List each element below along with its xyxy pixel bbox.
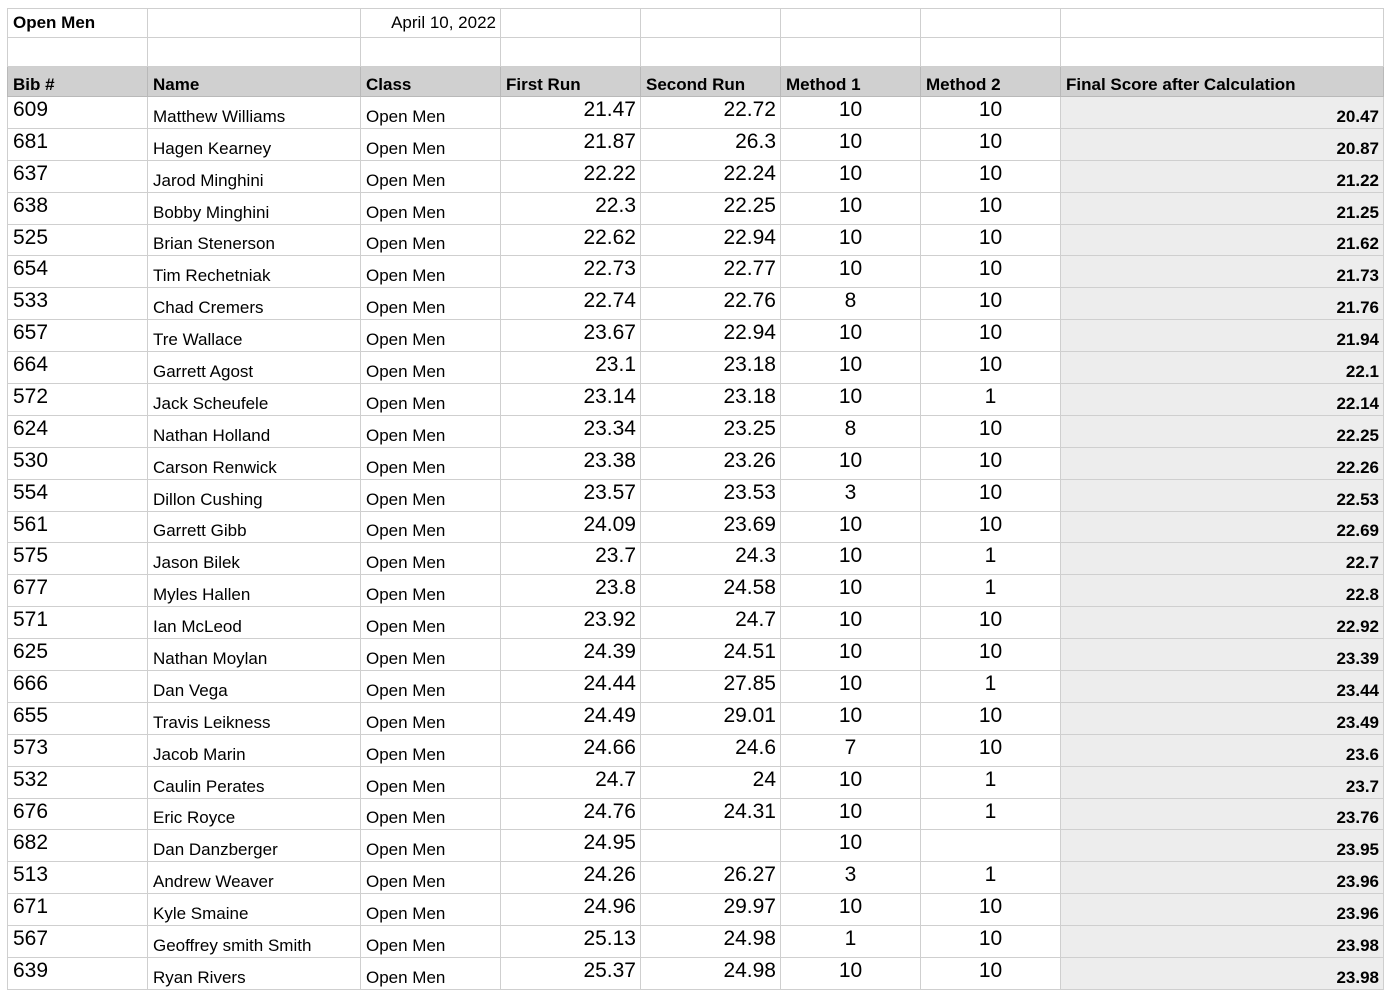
header-final-score[interactable]: Final Score after Calculation — [1061, 67, 1384, 97]
method-1-cell[interactable]: 10 — [781, 160, 921, 192]
first-run-cell[interactable]: 24.49 — [501, 702, 641, 734]
bib-cell[interactable]: 638 — [8, 192, 148, 224]
table-row — [8, 128, 1384, 160]
name-cell[interactable]: Bobby Minghini — [148, 192, 361, 224]
name-cell[interactable]: Caulin Perates — [148, 766, 361, 798]
first-run-cell[interactable]: 24.09 — [501, 511, 641, 543]
method-2-cell[interactable]: 10 — [921, 447, 1061, 479]
class-cell[interactable]: Open Men — [361, 128, 501, 160]
final-score-cell[interactable]: 23.96 — [1061, 862, 1384, 894]
table-row — [8, 511, 1384, 543]
final-score-cell[interactable]: 23.44 — [1061, 671, 1384, 703]
method-2-cell[interactable]: 10 — [921, 128, 1061, 160]
table-row — [8, 575, 1384, 607]
method-1-cell[interactable]: 10 — [781, 639, 921, 671]
name-cell[interactable]: Eric Royce — [148, 798, 361, 830]
table-row — [8, 830, 1384, 862]
second-run-cell[interactable]: 24.3 — [641, 543, 781, 575]
first-run-cell[interactable]: 25.37 — [501, 958, 641, 990]
empty-cell[interactable] — [781, 38, 921, 67]
name-cell[interactable]: Matthew Williams — [148, 97, 361, 129]
final-score-cell[interactable]: 21.73 — [1061, 256, 1384, 288]
method-2-cell[interactable]: 1 — [921, 862, 1061, 894]
method-1-cell[interactable]: 10 — [781, 575, 921, 607]
first-run-cell[interactable]: 24.76 — [501, 798, 641, 830]
first-run-cell[interactable]: 24.96 — [501, 894, 641, 926]
header-bib[interactable]: Bib # — [8, 67, 148, 97]
bib-cell[interactable]: 671 — [8, 894, 148, 926]
header-class[interactable]: Class — [361, 67, 501, 97]
bib-cell[interactable]: 554 — [8, 479, 148, 511]
method-1-cell[interactable]: 10 — [781, 671, 921, 703]
final-score-cell[interactable]: 23.39 — [1061, 639, 1384, 671]
sheet-title[interactable]: Open Men — [8, 9, 148, 38]
method-1-cell[interactable]: 1 — [781, 926, 921, 958]
first-run-cell[interactable]: 23.8 — [501, 575, 641, 607]
first-run-cell[interactable]: 23.7 — [501, 543, 641, 575]
class-cell[interactable]: Open Men — [361, 384, 501, 416]
second-run-cell[interactable]: 23.18 — [641, 384, 781, 416]
method-2-cell[interactable]: 10 — [921, 479, 1061, 511]
bib-cell[interactable]: 609 — [8, 97, 148, 129]
blank-row — [8, 38, 1384, 67]
results-table — [7, 8, 1384, 990]
first-run-cell[interactable]: 24.7 — [501, 766, 641, 798]
final-score-cell[interactable]: 23.96 — [1061, 894, 1384, 926]
empty-cell[interactable] — [501, 9, 641, 38]
name-cell[interactable]: Dan Vega — [148, 671, 361, 703]
final-score-cell[interactable]: 20.87 — [1061, 128, 1384, 160]
first-run-cell[interactable]: 24.66 — [501, 734, 641, 766]
second-run-cell[interactable]: 24.7 — [641, 607, 781, 639]
first-run-cell[interactable]: 23.92 — [501, 607, 641, 639]
first-run-cell[interactable]: 23.1 — [501, 352, 641, 384]
second-run-cell[interactable]: 26.3 — [641, 128, 781, 160]
method-1-cell[interactable]: 10 — [781, 830, 921, 862]
table-row — [8, 447, 1384, 479]
name-cell[interactable]: Nathan Moylan — [148, 639, 361, 671]
first-run-cell[interactable]: 22.62 — [501, 224, 641, 256]
table-row — [8, 288, 1384, 320]
name-cell[interactable]: Chad Cremers — [148, 288, 361, 320]
second-run-cell[interactable]: 22.77 — [641, 256, 781, 288]
method-2-cell[interactable]: 10 — [921, 926, 1061, 958]
second-run-cell[interactable]: 23.18 — [641, 352, 781, 384]
second-run-cell[interactable]: 27.85 — [641, 671, 781, 703]
empty-cell[interactable] — [641, 9, 781, 38]
class-cell[interactable]: Open Men — [361, 415, 501, 447]
second-run-cell[interactable]: 24.31 — [641, 798, 781, 830]
second-run-cell[interactable]: 22.94 — [641, 320, 781, 352]
class-cell[interactable]: Open Men — [361, 926, 501, 958]
name-cell[interactable]: Kyle Smaine — [148, 894, 361, 926]
final-score-cell[interactable]: 20.47 — [1061, 97, 1384, 129]
method-2-cell[interactable]: 1 — [921, 575, 1061, 607]
method-2-cell[interactable]: 10 — [921, 320, 1061, 352]
header-name[interactable]: Name — [148, 67, 361, 97]
method-1-cell[interactable]: 3 — [781, 862, 921, 894]
table-row — [8, 894, 1384, 926]
final-score-cell[interactable]: 22.53 — [1061, 479, 1384, 511]
name-cell[interactable]: Jacob Marin — [148, 734, 361, 766]
method-1-cell[interactable]: 10 — [781, 128, 921, 160]
final-score-cell[interactable]: 21.76 — [1061, 288, 1384, 320]
method-2-cell[interactable]: 10 — [921, 415, 1061, 447]
class-cell[interactable]: Open Men — [361, 320, 501, 352]
table-row — [8, 639, 1384, 671]
bib-cell[interactable]: 624 — [8, 415, 148, 447]
table-row — [8, 862, 1384, 894]
final-score-cell[interactable]: 22.26 — [1061, 447, 1384, 479]
title-row — [8, 9, 1384, 38]
class-cell[interactable]: Open Men — [361, 224, 501, 256]
table-row — [8, 734, 1384, 766]
class-cell[interactable]: Open Men — [361, 798, 501, 830]
bib-cell[interactable]: 530 — [8, 447, 148, 479]
first-run-cell[interactable]: 21.47 — [501, 97, 641, 129]
second-run-cell[interactable]: 22.94 — [641, 224, 781, 256]
class-cell[interactable]: Open Men — [361, 830, 501, 862]
method-1-cell[interactable]: 10 — [781, 543, 921, 575]
table-row — [8, 798, 1384, 830]
bib-cell[interactable]: 639 — [8, 958, 148, 990]
bib-cell[interactable]: 573 — [8, 734, 148, 766]
method-2-cell[interactable]: 1 — [921, 798, 1061, 830]
class-cell[interactable]: Open Men — [361, 575, 501, 607]
bib-cell[interactable]: 533 — [8, 288, 148, 320]
bib-cell[interactable]: 572 — [8, 384, 148, 416]
bib-cell[interactable]: 654 — [8, 256, 148, 288]
first-run-cell[interactable]: 24.26 — [501, 862, 641, 894]
bib-cell[interactable]: 682 — [8, 830, 148, 862]
table-row — [8, 415, 1384, 447]
class-cell[interactable]: Open Men — [361, 192, 501, 224]
bib-cell[interactable]: 561 — [8, 511, 148, 543]
first-run-cell[interactable]: 24.39 — [501, 639, 641, 671]
table-row — [8, 256, 1384, 288]
method-1-cell[interactable]: 10 — [781, 192, 921, 224]
table-row — [8, 607, 1384, 639]
name-cell[interactable]: Andrew Weaver — [148, 862, 361, 894]
second-run-cell[interactable]: 29.01 — [641, 702, 781, 734]
name-cell[interactable]: Dan Danzberger — [148, 830, 361, 862]
class-cell[interactable]: Open Men — [361, 862, 501, 894]
second-run-cell[interactable]: 24.98 — [641, 926, 781, 958]
bib-cell[interactable]: 655 — [8, 702, 148, 734]
final-score-cell[interactable]: 23.49 — [1061, 702, 1384, 734]
first-run-cell[interactable]: 23.67 — [501, 320, 641, 352]
first-run-cell[interactable]: 24.95 — [501, 830, 641, 862]
method-1-cell[interactable]: 10 — [781, 320, 921, 352]
bib-cell[interactable]: 637 — [8, 160, 148, 192]
sheet-date[interactable]: April 10, 2022 — [361, 9, 501, 38]
method-2-cell[interactable]: 1 — [921, 671, 1061, 703]
table-row — [8, 926, 1384, 958]
bib-cell[interactable]: 664 — [8, 352, 148, 384]
method-2-cell[interactable]: 10 — [921, 160, 1061, 192]
method-1-cell[interactable]: 10 — [781, 702, 921, 734]
class-cell[interactable]: Open Men — [361, 288, 501, 320]
class-cell[interactable]: Open Men — [361, 97, 501, 129]
final-score-cell[interactable]: 22.69 — [1061, 511, 1384, 543]
name-cell[interactable]: Jack Scheufele — [148, 384, 361, 416]
first-run-cell[interactable]: 22.73 — [501, 256, 641, 288]
second-run-cell[interactable]: 23.53 — [641, 479, 781, 511]
empty-cell[interactable] — [921, 9, 1061, 38]
method-2-cell[interactable]: 1 — [921, 766, 1061, 798]
method-1-cell[interactable]: 8 — [781, 288, 921, 320]
table-row — [8, 160, 1384, 192]
class-cell[interactable]: Open Men — [361, 671, 501, 703]
name-cell[interactable]: Tim Rechetniak — [148, 256, 361, 288]
name-cell[interactable]: Hagen Kearney — [148, 128, 361, 160]
first-run-cell[interactable]: 22.3 — [501, 192, 641, 224]
final-score-cell[interactable]: 23.7 — [1061, 766, 1384, 798]
table-row — [8, 671, 1384, 703]
method-1-cell[interactable]: 10 — [781, 798, 921, 830]
class-cell[interactable]: Open Men — [361, 447, 501, 479]
final-score-cell[interactable]: 21.25 — [1061, 192, 1384, 224]
class-cell[interactable]: Open Men — [361, 958, 501, 990]
table-row — [8, 97, 1384, 129]
first-run-cell[interactable]: 21.87 — [501, 128, 641, 160]
table-row — [8, 320, 1384, 352]
method-1-cell[interactable]: 7 — [781, 734, 921, 766]
second-run-cell[interactable]: 29.97 — [641, 894, 781, 926]
method-1-cell[interactable]: 10 — [781, 224, 921, 256]
name-cell[interactable]: Jarod Minghini — [148, 160, 361, 192]
second-run-cell[interactable]: 24.98 — [641, 958, 781, 990]
method-2-cell[interactable]: 10 — [921, 97, 1061, 129]
bib-cell[interactable]: 677 — [8, 575, 148, 607]
empty-cell[interactable] — [8, 38, 148, 67]
name-cell[interactable]: Ian McLeod — [148, 607, 361, 639]
method-1-cell[interactable]: 10 — [781, 384, 921, 416]
method-2-cell[interactable] — [921, 830, 1061, 862]
name-cell[interactable]: Ryan Rivers — [148, 958, 361, 990]
empty-cell[interactable] — [781, 9, 921, 38]
table-row — [8, 702, 1384, 734]
class-cell[interactable]: Open Men — [361, 511, 501, 543]
class-cell[interactable]: Open Men — [361, 639, 501, 671]
method-2-cell[interactable]: 10 — [921, 639, 1061, 671]
second-run-cell[interactable]: 26.27 — [641, 862, 781, 894]
bib-cell[interactable]: 525 — [8, 224, 148, 256]
second-run-cell[interactable]: 23.26 — [641, 447, 781, 479]
method-1-cell[interactable]: 10 — [781, 511, 921, 543]
first-run-cell[interactable]: 23.38 — [501, 447, 641, 479]
name-cell[interactable]: Myles Hallen — [148, 575, 361, 607]
second-run-cell[interactable]: 22.24 — [641, 160, 781, 192]
bib-cell[interactable]: 625 — [8, 639, 148, 671]
final-score-cell[interactable]: 22.14 — [1061, 384, 1384, 416]
table-row — [8, 766, 1384, 798]
spreadsheet — [7, 8, 1384, 990]
first-run-cell[interactable]: 23.14 — [501, 384, 641, 416]
name-cell[interactable]: Dillon Cushing — [148, 479, 361, 511]
method-2-cell[interactable]: 10 — [921, 702, 1061, 734]
final-score-cell[interactable]: 23.95 — [1061, 830, 1384, 862]
header-method-2[interactable]: Method 2 — [921, 67, 1061, 97]
header-method-1[interactable]: Method 1 — [781, 67, 921, 97]
method-1-cell[interactable]: 10 — [781, 256, 921, 288]
method-1-cell[interactable]: 10 — [781, 894, 921, 926]
bib-cell[interactable]: 532 — [8, 766, 148, 798]
final-score-cell[interactable]: 22.8 — [1061, 575, 1384, 607]
first-run-cell[interactable]: 25.13 — [501, 926, 641, 958]
empty-cell[interactable] — [148, 38, 361, 67]
empty-cell[interactable] — [501, 38, 641, 67]
class-cell[interactable]: Open Men — [361, 256, 501, 288]
bib-cell[interactable]: 567 — [8, 926, 148, 958]
method-2-cell[interactable]: 10 — [921, 288, 1061, 320]
class-cell[interactable]: Open Men — [361, 894, 501, 926]
method-2-cell[interactable]: 10 — [921, 607, 1061, 639]
first-run-cell[interactable]: 23.34 — [501, 415, 641, 447]
second-run-cell[interactable]: 24.6 — [641, 734, 781, 766]
name-cell[interactable]: Nathan Holland — [148, 415, 361, 447]
final-score-cell[interactable]: 23.76 — [1061, 798, 1384, 830]
class-cell[interactable]: Open Men — [361, 702, 501, 734]
final-score-cell[interactable]: 22.25 — [1061, 415, 1384, 447]
header-row — [8, 67, 1384, 97]
final-score-cell[interactable]: 21.22 — [1061, 160, 1384, 192]
second-run-cell[interactable]: 22.76 — [641, 288, 781, 320]
name-cell[interactable]: Garrett Gibb — [148, 511, 361, 543]
method-2-cell[interactable]: 10 — [921, 734, 1061, 766]
second-run-cell[interactable]: 24.51 — [641, 639, 781, 671]
bib-cell[interactable]: 657 — [8, 320, 148, 352]
first-run-cell[interactable]: 24.44 — [501, 671, 641, 703]
method-2-cell[interactable]: 10 — [921, 256, 1061, 288]
name-cell[interactable]: Carson Renwick — [148, 447, 361, 479]
bib-cell[interactable]: 575 — [8, 543, 148, 575]
bib-cell[interactable]: 681 — [8, 128, 148, 160]
name-cell[interactable]: Brian Stenerson — [148, 224, 361, 256]
class-cell[interactable]: Open Men — [361, 160, 501, 192]
empty-cell[interactable] — [1061, 38, 1384, 67]
final-score-cell[interactable]: 22.1 — [1061, 352, 1384, 384]
name-cell[interactable]: Geoffrey smith Smith — [148, 926, 361, 958]
method-1-cell[interactable]: 10 — [781, 447, 921, 479]
method-1-cell[interactable]: 10 — [781, 607, 921, 639]
empty-cell[interactable] — [361, 38, 501, 67]
class-cell[interactable]: Open Men — [361, 766, 501, 798]
class-cell[interactable]: Open Men — [361, 543, 501, 575]
second-run-cell[interactable]: 22.25 — [641, 192, 781, 224]
final-score-cell[interactable]: 23.6 — [1061, 734, 1384, 766]
empty-cell[interactable] — [1061, 9, 1384, 38]
table-row — [8, 224, 1384, 256]
method-2-cell[interactable]: 1 — [921, 543, 1061, 575]
method-2-cell[interactable]: 10 — [921, 352, 1061, 384]
table-row — [8, 958, 1384, 990]
method-2-cell[interactable]: 10 — [921, 192, 1061, 224]
name-cell[interactable]: Jason Bilek — [148, 543, 361, 575]
name-cell[interactable]: Tre Wallace — [148, 320, 361, 352]
header-second-run[interactable]: Second Run — [641, 67, 781, 97]
method-2-cell[interactable]: 10 — [921, 224, 1061, 256]
final-score-cell[interactable]: 21.94 — [1061, 320, 1384, 352]
bib-cell[interactable]: 676 — [8, 798, 148, 830]
method-1-cell[interactable]: 10 — [781, 766, 921, 798]
class-cell[interactable]: Open Men — [361, 607, 501, 639]
second-run-cell[interactable]: 23.25 — [641, 415, 781, 447]
final-score-cell[interactable]: 21.62 — [1061, 224, 1384, 256]
class-cell[interactable]: Open Men — [361, 479, 501, 511]
empty-cell[interactable] — [921, 38, 1061, 67]
table-row — [8, 543, 1384, 575]
second-run-cell[interactable]: 22.72 — [641, 97, 781, 129]
second-run-cell[interactable] — [641, 830, 781, 862]
first-run-cell[interactable]: 22.74 — [501, 288, 641, 320]
empty-cell[interactable] — [148, 9, 361, 38]
header-first-run[interactable]: First Run — [501, 67, 641, 97]
table-row — [8, 352, 1384, 384]
bib-cell[interactable]: 571 — [8, 607, 148, 639]
method-1-cell[interactable]: 3 — [781, 479, 921, 511]
second-run-cell[interactable]: 23.69 — [641, 511, 781, 543]
bib-cell[interactable]: 666 — [8, 671, 148, 703]
first-run-cell[interactable]: 23.57 — [501, 479, 641, 511]
method-2-cell[interactable]: 10 — [921, 958, 1061, 990]
first-run-cell[interactable]: 22.22 — [501, 160, 641, 192]
final-score-cell[interactable]: 22.7 — [1061, 543, 1384, 575]
second-run-cell[interactable]: 24.58 — [641, 575, 781, 607]
name-cell[interactable]: Garrett Agost — [148, 352, 361, 384]
method-1-cell[interactable]: 10 — [781, 352, 921, 384]
method-1-cell[interactable]: 10 — [781, 958, 921, 990]
table-row — [8, 479, 1384, 511]
method-1-cell[interactable]: 8 — [781, 415, 921, 447]
final-score-cell[interactable]: 23.98 — [1061, 926, 1384, 958]
table-row — [8, 192, 1384, 224]
final-score-cell[interactable]: 22.92 — [1061, 607, 1384, 639]
bib-cell[interactable]: 513 — [8, 862, 148, 894]
class-cell[interactable]: Open Men — [361, 352, 501, 384]
method-2-cell[interactable]: 10 — [921, 511, 1061, 543]
table-row — [8, 384, 1384, 416]
name-cell[interactable]: Travis Leikness — [148, 702, 361, 734]
empty-cell[interactable] — [641, 38, 781, 67]
second-run-cell[interactable]: 24 — [641, 766, 781, 798]
method-2-cell[interactable]: 1 — [921, 384, 1061, 416]
class-cell[interactable]: Open Men — [361, 734, 501, 766]
method-1-cell[interactable]: 10 — [781, 97, 921, 129]
method-2-cell[interactable]: 10 — [921, 894, 1061, 926]
final-score-cell[interactable]: 23.98 — [1061, 958, 1384, 990]
